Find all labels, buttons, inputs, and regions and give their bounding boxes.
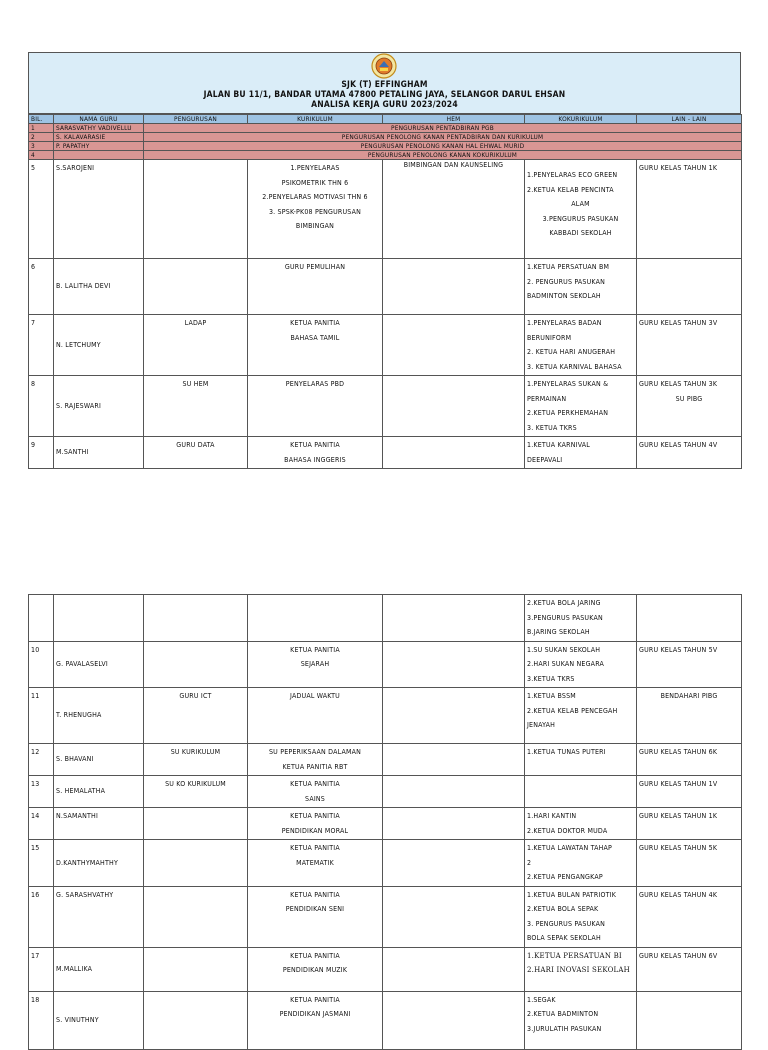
kokurikulum-line: DEEPAVALI xyxy=(527,455,563,464)
staff-table-page-1 xyxy=(28,114,742,469)
row-pengurusan xyxy=(144,641,248,688)
row-hem xyxy=(383,840,525,887)
row-kokurikulum xyxy=(525,886,637,947)
row-teacher-name: T. RHENUGHA xyxy=(54,688,144,744)
table-row xyxy=(29,160,742,259)
kurikulum-line: PSIKOMETRIK THN 6 xyxy=(281,178,349,187)
row-lain-lain xyxy=(637,991,742,1049)
document-subtitle: ANALISA KERJA GURU 2023/2024 xyxy=(311,100,458,110)
kokurikulum-line: 1.KETUA TUNAS PUTERI xyxy=(527,748,606,756)
kokurikulum-line: PERMAINAN xyxy=(527,394,567,403)
row-bil: 17 xyxy=(29,947,54,991)
school-address: JALAN BU 11/1, BANDAR UTAMA 47800 PETALING JAYA, SELANGOR DARUL EHSAN xyxy=(203,90,566,100)
table-row xyxy=(29,947,742,991)
row-pengurusan xyxy=(144,991,248,1049)
row-bil: 1 xyxy=(29,124,54,133)
lain-line: GURU KELAS TAHUN 6V xyxy=(639,951,718,960)
row-bil: 13 xyxy=(29,776,54,808)
kokurikulum-line: 2.HARI SUKAN NEGARA xyxy=(527,660,604,668)
lain-line: GURU KELAS TAHUN 1V xyxy=(639,780,718,788)
table-row xyxy=(29,376,742,437)
row-kokurikulum xyxy=(525,315,637,376)
kurikulum-line: KETUA PANITIA xyxy=(290,890,340,899)
row-bil: 3 xyxy=(29,142,54,151)
row-teacher-name: D.KANTHYMAHTHY xyxy=(54,840,144,887)
kurikulum-line: KETUA PANITIA xyxy=(290,319,340,327)
kokurikulum-line: 3.PENGURUS PASUKAN xyxy=(542,214,619,223)
row-lain-lain xyxy=(637,315,742,376)
kokurikulum-line: 2. KETUA HARI ANUGERAH xyxy=(527,348,616,356)
row-teacher-name xyxy=(54,595,144,642)
kokurikulum-line: 2.KETUA BOLA JARING xyxy=(527,599,601,607)
lain-line: BENDAHARI PIBG xyxy=(660,692,718,700)
kokurikulum-line: 1.PENYELARAS SUKAN & xyxy=(527,380,609,388)
row-lain-lain xyxy=(637,641,742,688)
kokurikulum-line: B.JARING SEKOLAH xyxy=(527,628,590,636)
page-2 xyxy=(28,594,741,1050)
row-lain-lain xyxy=(637,744,742,776)
kurikulum-line: PENYELARAS PBD xyxy=(285,380,345,388)
row-bil: 14 xyxy=(29,808,54,840)
row-admin-role: PENGURUSAN PENOLONG KANAN PENTADBIRAN DAN KURIKULUM xyxy=(144,133,742,142)
row-kurikulum xyxy=(248,641,383,688)
kokurikulum-line: 1.KETUA PERSATUAN BM xyxy=(527,263,610,271)
row-kokurikulum xyxy=(525,991,637,1049)
kokurikulum-line: 2.KETUA DOKTOR MUDA xyxy=(527,826,608,835)
row-kurikulum xyxy=(248,886,383,947)
admin-row xyxy=(29,142,742,151)
kokurikulum-line: 3.PENGURUS PASUKAN xyxy=(527,613,603,622)
row-hem xyxy=(383,776,525,808)
row-kurikulum xyxy=(248,160,383,259)
kurikulum-line: 2.PENYELARAS MOTIVASI THN 6 xyxy=(262,193,368,201)
row-pengurusan: LADAP xyxy=(144,315,248,376)
kokurikulum-line: JENAYAH xyxy=(527,721,556,729)
row-kurikulum xyxy=(248,776,383,808)
row-lain-lain xyxy=(637,376,742,437)
table-row xyxy=(29,259,742,315)
row-teacher-name xyxy=(54,151,144,160)
row-hem xyxy=(383,947,525,991)
row-kokurikulum xyxy=(525,437,637,469)
row-kurikulum xyxy=(248,744,383,776)
kokurikulum-line: KABBADI SEKOLAH xyxy=(549,229,612,237)
row-teacher-name: N. LETCHUMY xyxy=(54,315,144,376)
lain-line: SU PIBG xyxy=(675,394,703,403)
row-kurikulum xyxy=(248,315,383,376)
lain-line: GURU KELAS TAHUN 6K xyxy=(639,748,718,756)
lain-line: GURU KELAS TAHUN 3V xyxy=(639,319,718,327)
row-kokurikulum xyxy=(525,595,637,642)
row-hem xyxy=(383,688,525,744)
kurikulum-line: 3. SPSK-PK08 PENGURUSAN xyxy=(268,207,362,216)
row-teacher-name: S. HEMALATHA xyxy=(54,776,144,808)
kokurikulum-line: 3.KETUA TKRS xyxy=(527,674,575,683)
row-kokurikulum xyxy=(525,160,637,259)
kokurikulum-line: 3. KETUA TKRS xyxy=(527,423,577,432)
table-row xyxy=(29,595,742,642)
kokurikulum-line: 1.KETUA BULAN PATRIOTIK xyxy=(527,890,617,899)
row-pengurusan: GURU DATA xyxy=(144,437,248,469)
kurikulum-line: BIMBINGAN xyxy=(295,222,335,230)
row-bil: 9 xyxy=(29,437,54,469)
table-row xyxy=(29,808,742,840)
row-bil: 6 xyxy=(29,259,54,315)
row-teacher-name: S. RAJESWARI xyxy=(54,376,144,437)
row-pengurusan: SU KURIKULUM xyxy=(144,744,248,776)
admin-row xyxy=(29,124,742,133)
row-kurikulum xyxy=(248,947,383,991)
row-pengurusan xyxy=(144,947,248,991)
row-kurikulum xyxy=(248,259,383,315)
row-hem xyxy=(383,437,525,469)
kokurikulum-line: 1.KETUA LAWATAN TAHAP xyxy=(527,844,613,852)
row-teacher-name: G. PAVALASELVI xyxy=(54,641,144,688)
lain-line: GURU KELAS TAHUN 4V xyxy=(639,441,718,449)
table-row xyxy=(29,840,742,887)
kurikulum-line: KETUA PANITIA xyxy=(290,995,340,1004)
row-bil: 5 xyxy=(29,160,54,259)
kurikulum-line: MATEMATIK xyxy=(296,858,334,867)
row-pengurusan: GURU ICT xyxy=(144,688,248,744)
kokurikulum-line: ALAM xyxy=(571,200,590,208)
row-teacher-name: M.SANTHI xyxy=(54,437,144,469)
kurikulum-line: PENDIDIKAN MUZIK xyxy=(282,966,348,974)
kurikulum-line: JADUAL WAKTU xyxy=(290,692,340,700)
table-row xyxy=(29,315,742,376)
row-lain-lain xyxy=(637,886,742,947)
table-row xyxy=(29,437,742,469)
kokurikulum-line: 1.PENYELARAS BADAN xyxy=(527,319,602,327)
col-nama-guru: NAMA GURU xyxy=(54,115,144,124)
table-row xyxy=(29,886,742,947)
row-hem xyxy=(383,991,525,1049)
kurikulum-line: KETUA PANITIA xyxy=(290,441,340,449)
row-kurikulum xyxy=(248,595,383,642)
row-bil: 12 xyxy=(29,744,54,776)
kurikulum-line: KETUA PANITIA RBT xyxy=(282,762,348,771)
kokurikulum-line: 1.KETUA KARNIVAL xyxy=(527,441,591,449)
admin-row xyxy=(29,133,742,142)
row-hem xyxy=(383,259,525,315)
kokurikulum-line: 2.KETUA KELAB PENCEGAH xyxy=(527,706,618,715)
kokurikulum-line: 1.HARI KANTIN xyxy=(527,812,577,820)
row-bil: 7 xyxy=(29,315,54,376)
row-teacher-name: S. VINUTHNY xyxy=(54,991,144,1049)
row-kurikulum xyxy=(248,437,383,469)
row-pengurusan xyxy=(144,160,248,259)
row-lain-lain xyxy=(637,947,742,991)
row-hem: BIMBINGAN DAN KAUNSELING xyxy=(383,160,525,259)
kurikulum-line: BAHASA TAMIL xyxy=(290,333,340,342)
row-kurikulum xyxy=(248,808,383,840)
row-hem xyxy=(383,641,525,688)
row-teacher-name: P. PAPATHY xyxy=(54,142,144,151)
row-teacher-name: S. KALAVARASIE xyxy=(54,133,144,142)
col-kokurikulum: KOKURIKULUM xyxy=(525,115,637,124)
kurikulum-line: GURU PEMULIHAN xyxy=(284,263,346,271)
col-bil: BIL. xyxy=(29,115,54,124)
staff-table-page-2 xyxy=(28,594,742,1050)
row-pengurusan: SU HEM xyxy=(144,376,248,437)
col-hem: HEM xyxy=(383,115,525,124)
row-kokurikulum xyxy=(525,259,637,315)
row-admin-role: PENGURUSAN PENTADBIRAN PGB xyxy=(144,124,742,133)
kokurikulum-line: 3. KETUA KARNIVAL BAHASA xyxy=(527,362,622,371)
kurikulum-line: KETUA PANITIA xyxy=(290,780,340,788)
kokurikulum-line: BADMINTON SEKOLAH xyxy=(527,292,601,300)
row-bil: 16 xyxy=(29,886,54,947)
row-hem xyxy=(383,315,525,376)
document-header xyxy=(28,52,741,114)
kokurikulum-line: 3.JURULATIH PASUKAN xyxy=(527,1024,602,1033)
row-hem xyxy=(383,376,525,437)
kokurikulum-line: 1.KETUA PERSATUAN BI xyxy=(527,951,622,960)
row-kokurikulum xyxy=(525,688,637,744)
lain-line: GURU KELAS TAHUN 1K xyxy=(639,164,718,172)
row-pengurusan: SU KO KURIKULUM xyxy=(144,776,248,808)
row-admin-role: PENGURUSAN PENOLONG KANAN HAL EHWAL MURID xyxy=(144,142,742,151)
row-teacher-name: M.MALLIKA xyxy=(54,947,144,991)
row-kokurikulum xyxy=(525,641,637,688)
kokurikulum-line: 3. PENGURUS PASUKAN xyxy=(527,919,606,928)
row-kokurikulum xyxy=(525,808,637,840)
kokurikulum-line: 2.KETUA BOLA SEPAK xyxy=(527,905,599,913)
table-row xyxy=(29,641,742,688)
row-bil: 18 xyxy=(29,991,54,1049)
kokurikulum-line: 2 xyxy=(527,858,532,867)
col-kurikulum: KURIKULUM xyxy=(248,115,383,124)
row-kurikulum xyxy=(248,688,383,744)
kokurikulum-line: 2.KETUA PENGANGKAP xyxy=(527,873,603,881)
kokurikulum-line: 1.PENYELARAS ECO GREEN xyxy=(527,171,618,179)
row-hem xyxy=(383,744,525,776)
row-lain-lain xyxy=(637,595,742,642)
row-lain-lain xyxy=(637,160,742,259)
row-kokurikulum xyxy=(525,947,637,991)
row-bil: 11 xyxy=(29,688,54,744)
kurikulum-line: KETUA PANITIA xyxy=(290,844,340,852)
kokurikulum-line: 2.KETUA BADMINTON xyxy=(527,1010,599,1018)
kokurikulum-line: 1.SU SUKAN SEKOLAH xyxy=(527,645,601,654)
row-kokurikulum xyxy=(525,744,637,776)
kurikulum-line: PENDIDIKAN JASMANI xyxy=(279,1010,351,1018)
table-row xyxy=(29,744,742,776)
kokurikulum-line: BERUNIFORM xyxy=(527,333,572,342)
row-teacher-name: N.SAMANTHI xyxy=(54,808,144,840)
row-lain-lain xyxy=(637,688,742,744)
row-teacher-name: B. LALITHA DEVI xyxy=(54,259,144,315)
kokurikulum-line: 1.KETUA BSSM xyxy=(527,692,576,700)
col-lain-lain: LAIN - LAIN xyxy=(637,115,742,124)
page-1 xyxy=(28,52,741,469)
table-row xyxy=(29,991,742,1049)
table-row xyxy=(29,688,742,744)
admin-row xyxy=(29,151,742,160)
row-lain-lain xyxy=(637,840,742,887)
row-kokurikulum xyxy=(525,840,637,887)
kokurikulum-line: 2.KETUA KELAB PENCINTA xyxy=(527,185,614,194)
row-bil xyxy=(29,595,54,642)
row-lain-lain xyxy=(637,437,742,469)
kokurikulum-line: 2. PENGURUS PASUKAN xyxy=(527,277,606,286)
row-kokurikulum xyxy=(525,776,637,808)
kokurikulum-line: 2.HARI INOVASI SEKOLAH xyxy=(527,966,630,974)
row-bil: 15 xyxy=(29,840,54,887)
column-header-row xyxy=(29,115,742,124)
lain-line: GURU KELAS TAHUN 3K xyxy=(639,380,718,388)
row-lain-lain xyxy=(637,808,742,840)
kokurikulum-line: 1.SEGAK xyxy=(527,995,556,1004)
lain-line: GURU KELAS TAHUN 5K xyxy=(639,844,718,852)
col-pengurusan: PENGURUSAN xyxy=(144,115,248,124)
row-bil: 2 xyxy=(29,133,54,142)
row-bil: 10 xyxy=(29,641,54,688)
row-admin-role: PENGURUSAN PENOLONG KANAN KOKURIKULUM xyxy=(144,151,742,160)
row-pengurusan xyxy=(144,840,248,887)
kurikulum-line: BAHASA INGGERIS xyxy=(284,455,346,464)
row-kurikulum xyxy=(248,840,383,887)
row-teacher-name: S. BHAVANI xyxy=(54,744,144,776)
kurikulum-line: KETUA PANITIA xyxy=(290,812,340,820)
row-kurikulum xyxy=(248,991,383,1049)
row-teacher-name: G. SARASHVATHY xyxy=(54,886,144,947)
kurikulum-line: SEJARAH xyxy=(300,660,330,668)
kokurikulum-line: 2.KETUA PERKHEMAHAN xyxy=(527,409,609,417)
row-lain-lain xyxy=(637,259,742,315)
row-pengurusan xyxy=(144,595,248,642)
row-lain-lain xyxy=(637,776,742,808)
kurikulum-line: SAINS xyxy=(304,794,325,803)
school-name: SJK (T) EFFINGHAM xyxy=(341,80,428,90)
row-hem xyxy=(383,808,525,840)
row-pengurusan xyxy=(144,886,248,947)
lain-line: GURU KELAS TAHUN 5V xyxy=(639,645,718,654)
row-kokurikulum xyxy=(525,376,637,437)
row-pengurusan xyxy=(144,808,248,840)
row-teacher-name: SARASVATHY VADIVELLU xyxy=(54,124,144,133)
row-pengurusan xyxy=(144,259,248,315)
kurikulum-line: SU PEPERIKSAAN DALAMAN xyxy=(268,748,362,756)
row-hem xyxy=(383,886,525,947)
kokurikulum-line: BOLA SEPAK SEKOLAH xyxy=(527,934,601,942)
row-hem xyxy=(383,595,525,642)
lain-line: GURU KELAS TAHUN 4K xyxy=(639,890,718,899)
kurikulum-line: KETUA PANITIA xyxy=(290,645,340,654)
row-bil: 4 xyxy=(29,151,54,160)
kurikulum-line: PENDIDIKAN MORAL xyxy=(281,826,349,835)
kurikulum-line: KETUA PANITIA xyxy=(290,951,340,960)
lain-line: GURU KELAS TAHUN 1K xyxy=(639,812,718,820)
kurikulum-line: PENDIDIKAN SENI xyxy=(285,905,345,913)
table-row xyxy=(29,776,742,808)
row-kurikulum xyxy=(248,376,383,437)
row-teacher-name: S.SAROJENI xyxy=(54,160,144,259)
row-bil: 8 xyxy=(29,376,54,437)
school-logo-icon xyxy=(371,53,397,79)
kurikulum-line: 1.PENYELARAS xyxy=(290,164,340,172)
